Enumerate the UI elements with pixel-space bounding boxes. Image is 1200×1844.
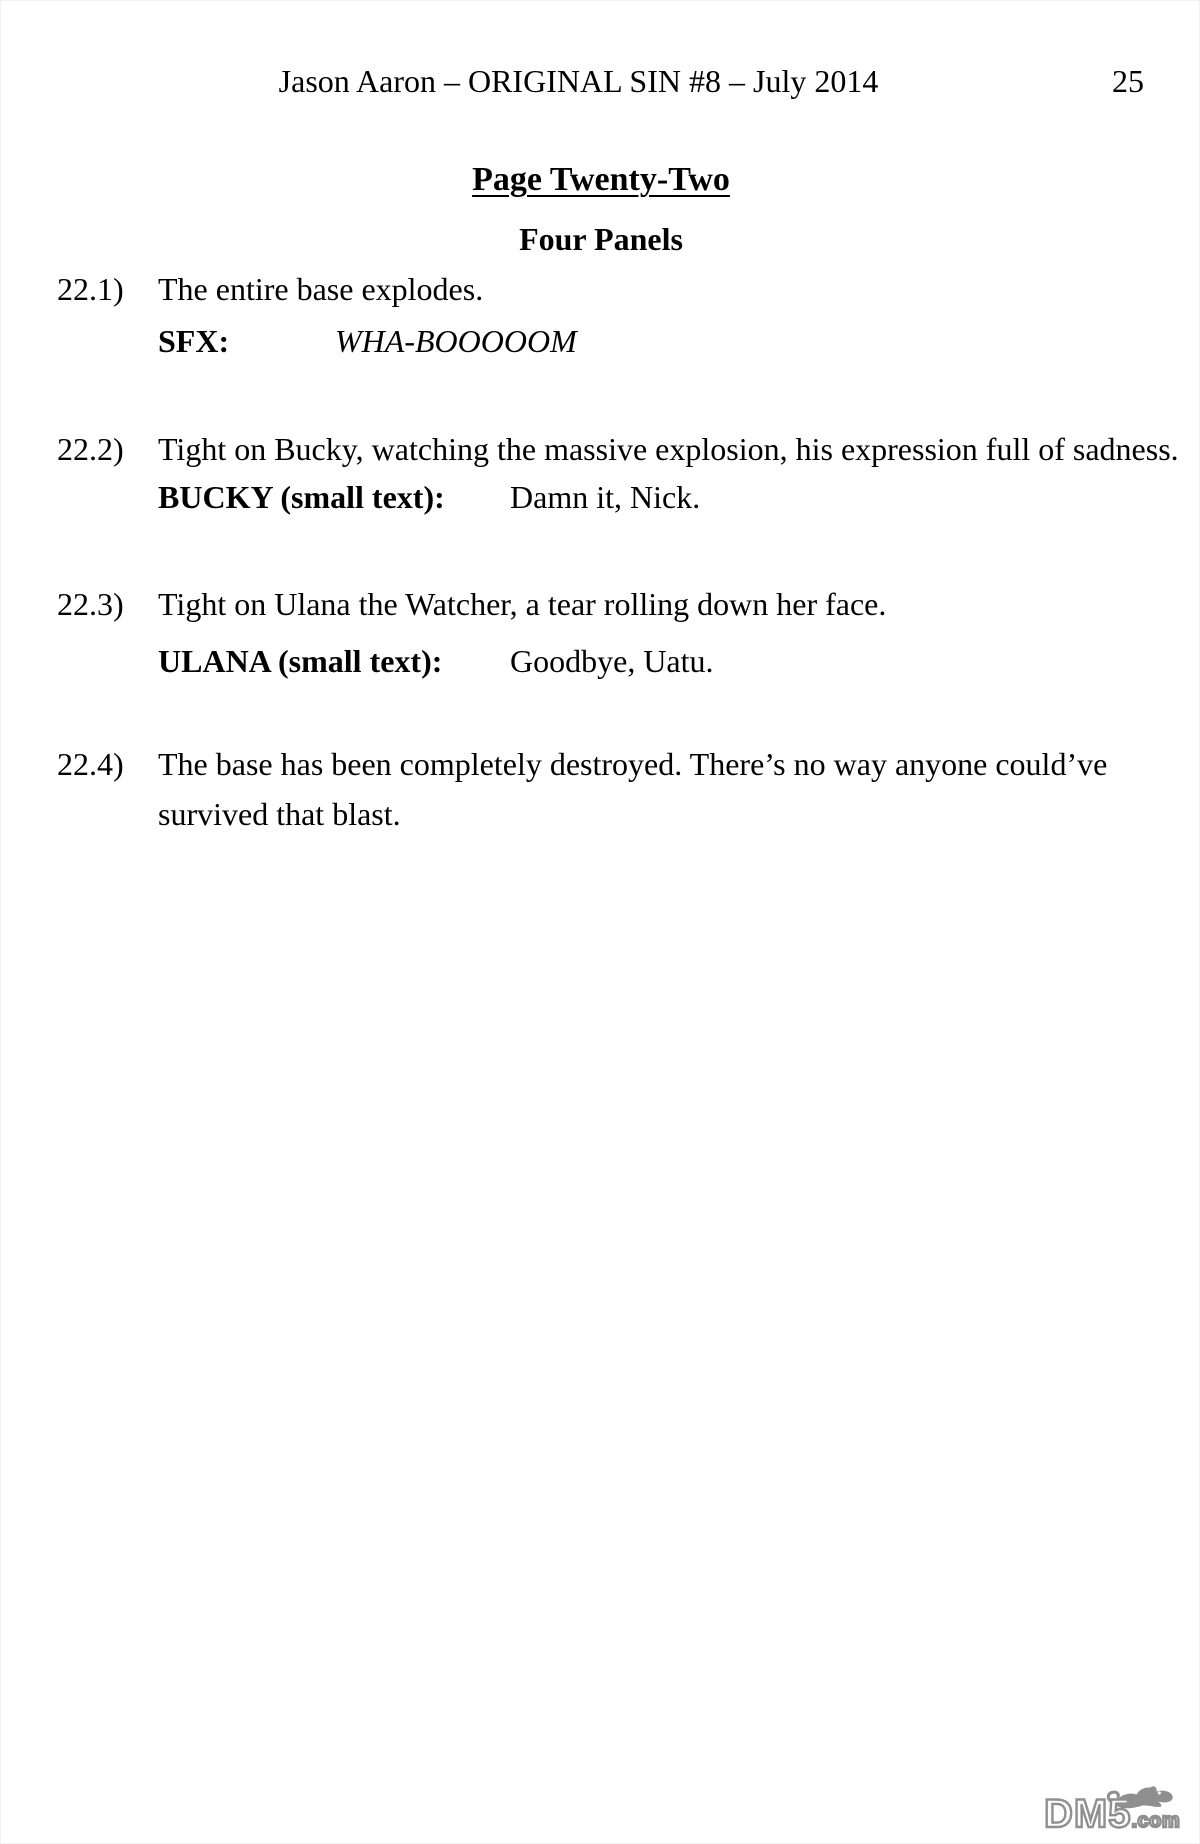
panel-number: 22.3) xyxy=(57,586,124,622)
panel-description: Tight on Ulana the Watcher, a tear rolling down her face. xyxy=(158,586,887,622)
page-title-text: Page Twenty-Two xyxy=(472,161,730,198)
speaker-label: BUCKY (small text): xyxy=(158,479,445,515)
panel-number: 22.2) xyxy=(57,431,124,467)
page-title xyxy=(57,160,1145,200)
panel-description: The base has been completely destroyed. There’s no way anyone could’ve xyxy=(158,746,1108,782)
page-number: 25 xyxy=(1112,63,1144,99)
dialogue-text: Goodbye, Uatu. xyxy=(510,643,714,679)
panel-count-subtitle: Four Panels xyxy=(519,221,683,257)
panel-description: survived that blast. xyxy=(158,796,401,832)
dm5-logo-text: DM5 xyxy=(1044,1792,1132,1836)
panel-number: 22.1) xyxy=(57,271,124,307)
speaker-label: SFX: xyxy=(158,323,230,359)
dialogue-text: Damn it, Nick. xyxy=(510,479,701,515)
dm5-watermark xyxy=(1044,1784,1196,1840)
document-header: Jason Aaron – ORIGINAL SIN #8 – July 2014 xyxy=(278,63,879,99)
panel-description: The entire base explodes. xyxy=(158,271,484,307)
dialogue-text: WHA-BOOOOOM xyxy=(335,323,577,359)
dm5-com-text: .com xyxy=(1131,1810,1181,1832)
dm5-logo xyxy=(1044,1794,1180,1834)
speaker-label: ULANA (small text): xyxy=(158,643,443,679)
panel-number: 22.4) xyxy=(57,746,124,782)
panel-description: Tight on Bucky, watching the massive explosion, his expression full of sadness. xyxy=(158,431,1179,467)
